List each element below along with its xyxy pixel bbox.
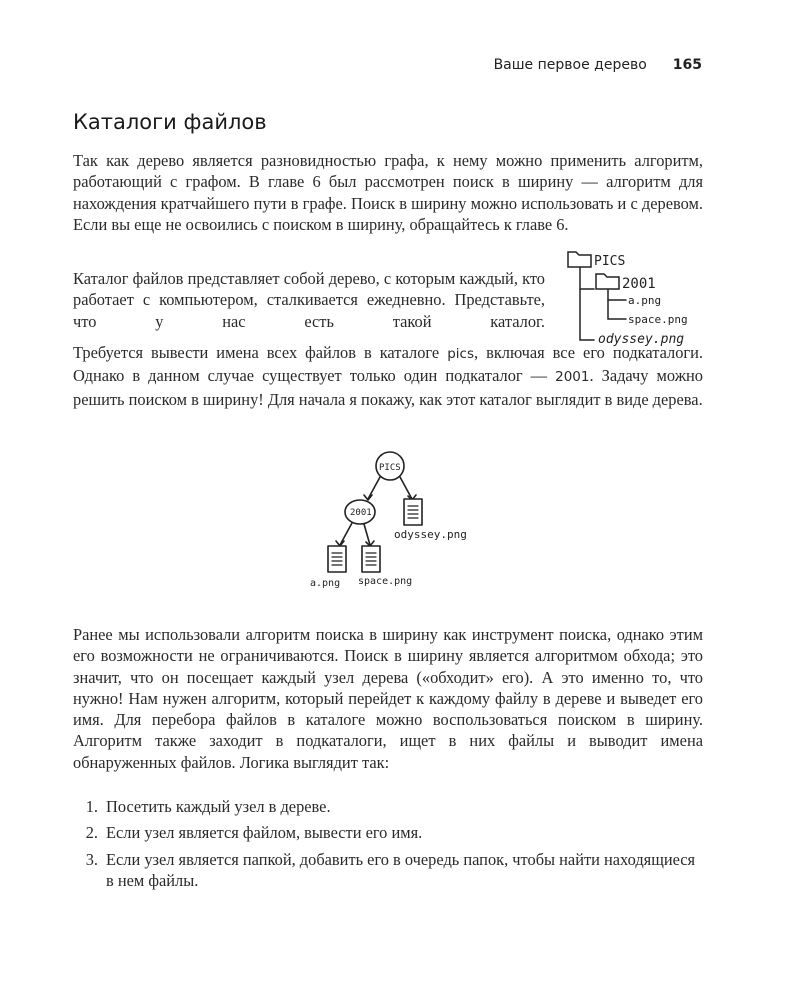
file-icon [328, 546, 346, 572]
tree-diagram [300, 444, 480, 594]
tree-root-label: PICS [379, 463, 401, 473]
tree-file-a: a.png [310, 578, 341, 589]
listing-file-space: space.png [628, 313, 688, 326]
paragraph-bfs-traversal: Ранее мы использовали алгоритм поиска в ширину как инструмент поиска, однако этим его возможности не ограничиваются. Поиск в ширину является алгоритмом обхода; это значит, что он посещает каждый узел дерева («обходит» его). А это именно то, что нужно! Нам нужен алгоритм, который перейдет к каждому файлу в дереве и выведет его имя. Для перебора файлов в каталоге можно воспользоваться поиском в ширину. Алгоритм также заходит в подкаталоги, ищет в них файлы и выводит имена обнаруженных файлов. Логика выглядит так: [73, 625, 703, 772]
paragraph-catalog: Каталог файлов представляет собой дерево, с которым каждый, кто работает с компьютером, сталкивается ежедневно. Представьте, что у нас есть такой каталог. [73, 269, 545, 331]
tree-subfolder-label: 2001 [350, 508, 372, 518]
listing-root-label: PICS [594, 254, 626, 269]
list-item: 2. Если узел является файлом, вывести его имя. [85, 823, 423, 843]
file-icon [404, 499, 422, 525]
list-item: 3. Если узел является папкой, добавить его в очередь папок, чтобы найти находящиеся в нем файлы. [85, 849, 696, 890]
folder-listing-illustration [560, 244, 720, 349]
inline-code-pics: pics [447, 346, 474, 362]
listing-subfolder-label: 2001 [622, 276, 656, 292]
folder-icon [568, 252, 591, 267]
inline-code-2001: 2001 [555, 369, 590, 386]
chapter-title: Ваше первое дерево [493, 57, 647, 73]
paragraph-task: Требуется вывести имена всех файлов в каталоге pics, включая все его подкаталоги. Однако в данном случае существует только один подкаталог — 2001. Задачу можно решить поиском в ширину! Для начала я покажу, как этот каталог выглядит в виде дерева. [73, 343, 703, 409]
running-header [494, 57, 702, 73]
steps-list [73, 796, 703, 896]
listing-file-a: a.png [628, 294, 662, 307]
section-title: Каталоги файлов [73, 110, 267, 134]
listing-file-odyssey: odyssey.png [598, 332, 685, 347]
paragraph-intro: Так как дерево является разновидностью графа, к нему можно применить алгоритм, работающий с графом. В главе 6 был рассмотрен поиск в ширину — алгоритм для нахождения кратчайшего пути в графе. Поиск в ширину можно использовать и с деревом. Если вы еще не освоились с поиском в ширину, обращайтесь к главе 6. [73, 151, 703, 234]
folder-icon [596, 274, 619, 289]
file-icon [362, 546, 380, 572]
list-item: 1. Посетить каждый узел в дереве. [85, 797, 331, 816]
tree-file-space: space.png [358, 576, 413, 587]
tree-file-odyssey: odyssey.png [394, 528, 467, 541]
page-number: 165 [672, 57, 702, 73]
